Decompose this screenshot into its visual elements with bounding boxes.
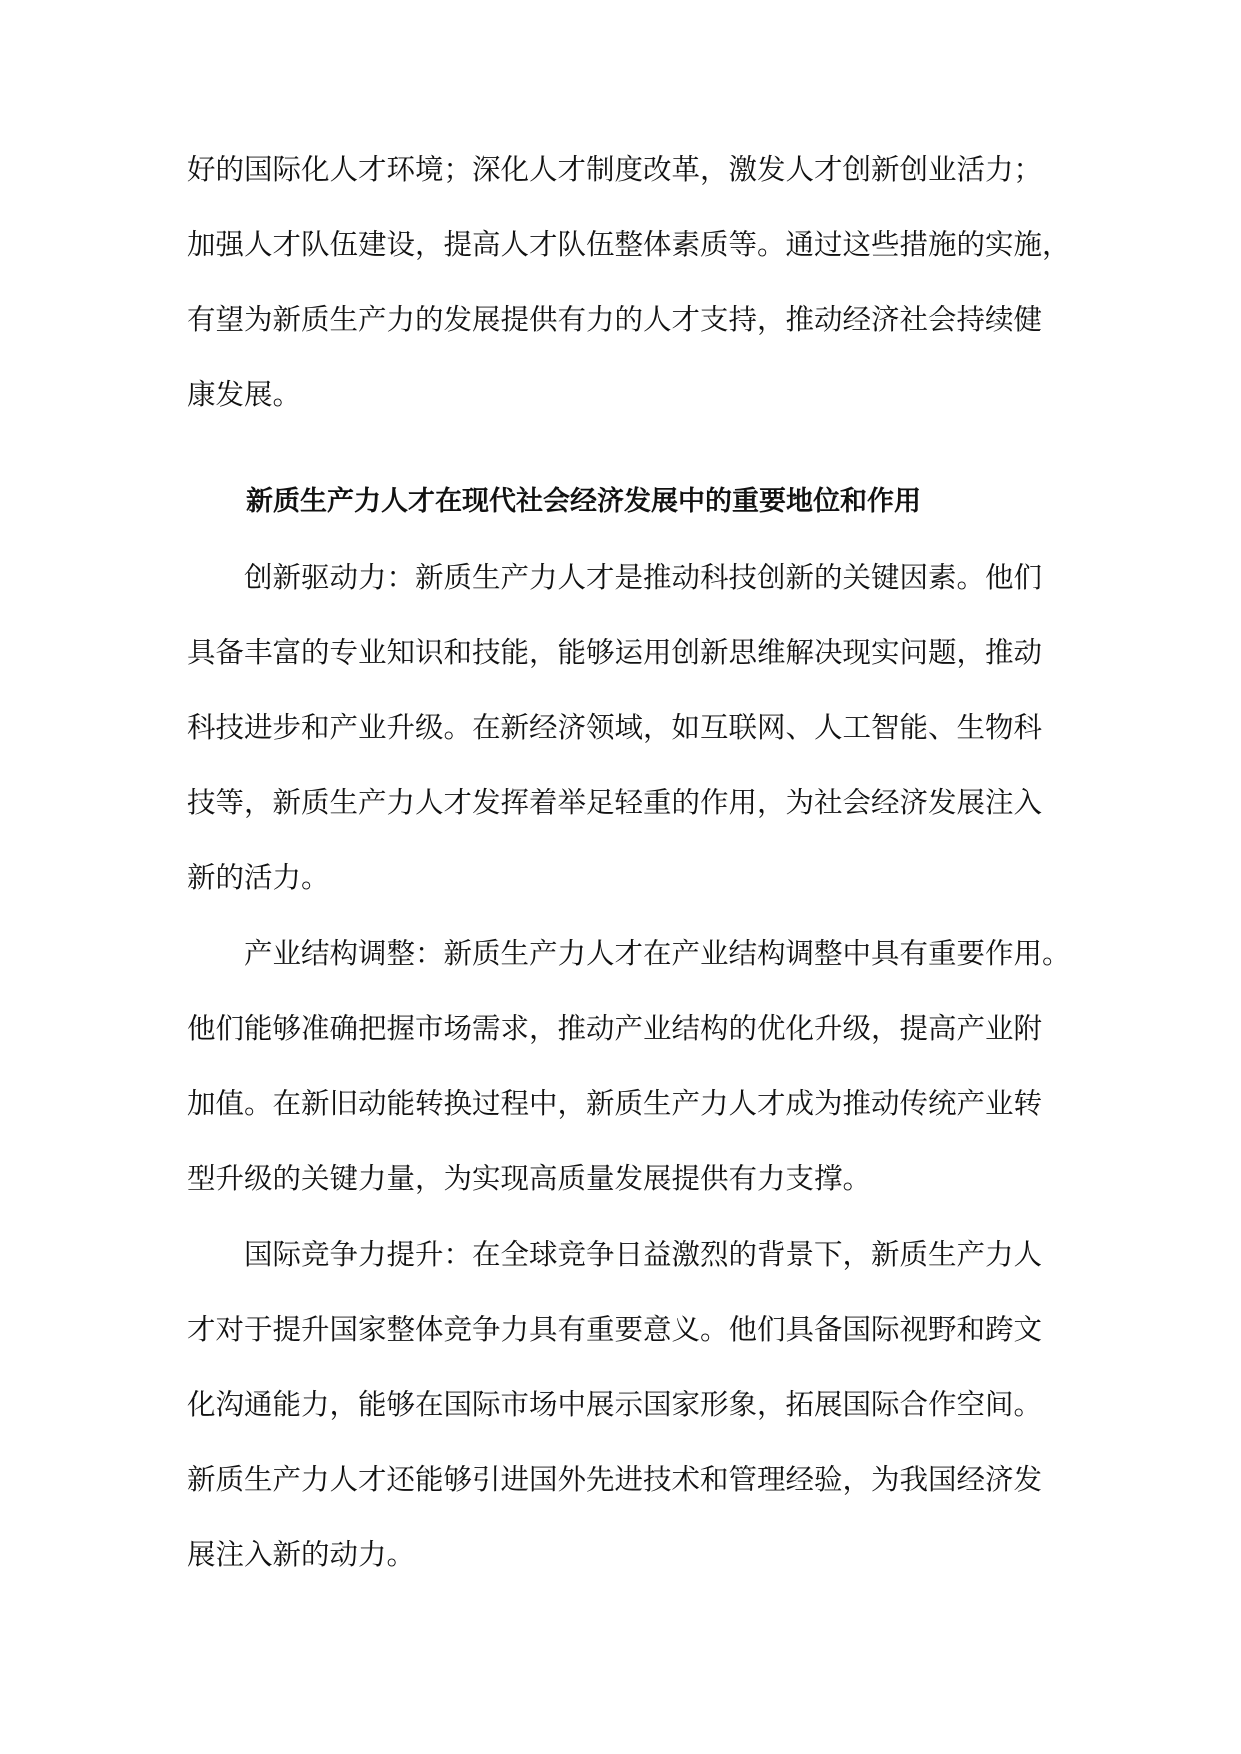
paragraph-line: 有望为新质生产力的发展提供有力的人才支持，推动经济社会持续健 — [187, 303, 1043, 336]
paragraph-line: 产业结构调整：新质生产力人才在产业结构调整中具有重要作用。 — [244, 937, 1071, 970]
paragraph-line: 新质生产力人才还能够引进国外先进技术和管理经验，为我国经济发 — [187, 1463, 1043, 1496]
paragraph-line: 他们能够准确把握市场需求，推动产业结构的优化升级，提高产业附 — [187, 1012, 1043, 1045]
paragraph-line: 化沟通能力，能够在国际市场中展示国家形象，拓展国际合作空间。 — [187, 1388, 1043, 1421]
paragraph-line: 好的国际化人才环境；深化人才制度改革，激发人才创新创业活力； — [187, 153, 1043, 186]
paragraph-line: 国际竞争力提升：在全球竞争日益激烈的背景下，新质生产力人 — [244, 1238, 1043, 1271]
paragraph-line: 加强人才队伍建设，提高人才队伍整体素质等。通过这些措施的实施， — [187, 228, 1071, 261]
paragraph-line: 展注入新的动力。 — [187, 1538, 416, 1571]
paragraph-line: 型升级的关键力量，为实现高质量发展提供有力支撑。 — [187, 1162, 872, 1195]
paragraph-line: 科技进步和产业升级。在新经济领域，如互联网、人工智能、生物科 — [187, 711, 1043, 744]
paragraph-line: 康发展。 — [187, 378, 302, 411]
paragraph-line: 创新驱动力：新质生产力人才是推动科技创新的关键因素。他们 — [244, 561, 1043, 594]
paragraph-line: 技等，新质生产力人才发挥着举足轻重的作用，为社会经济发展注入 — [187, 786, 1043, 819]
section-heading: 新质生产力人才在现代社会经济发展中的重要地位和作用 — [246, 486, 921, 517]
paragraph-line: 加值。在新旧动能转换过程中，新质生产力人才成为推动传统产业转 — [187, 1087, 1043, 1120]
paragraph-line: 新的活力。 — [187, 861, 330, 894]
paragraph-line: 具备丰富的专业知识和技能，能够运用创新思维解决现实问题，推动 — [187, 636, 1043, 669]
paragraph-line: 才对于提升国家整体竞争力具有重要意义。他们具备国际视野和跨文 — [187, 1313, 1043, 1346]
